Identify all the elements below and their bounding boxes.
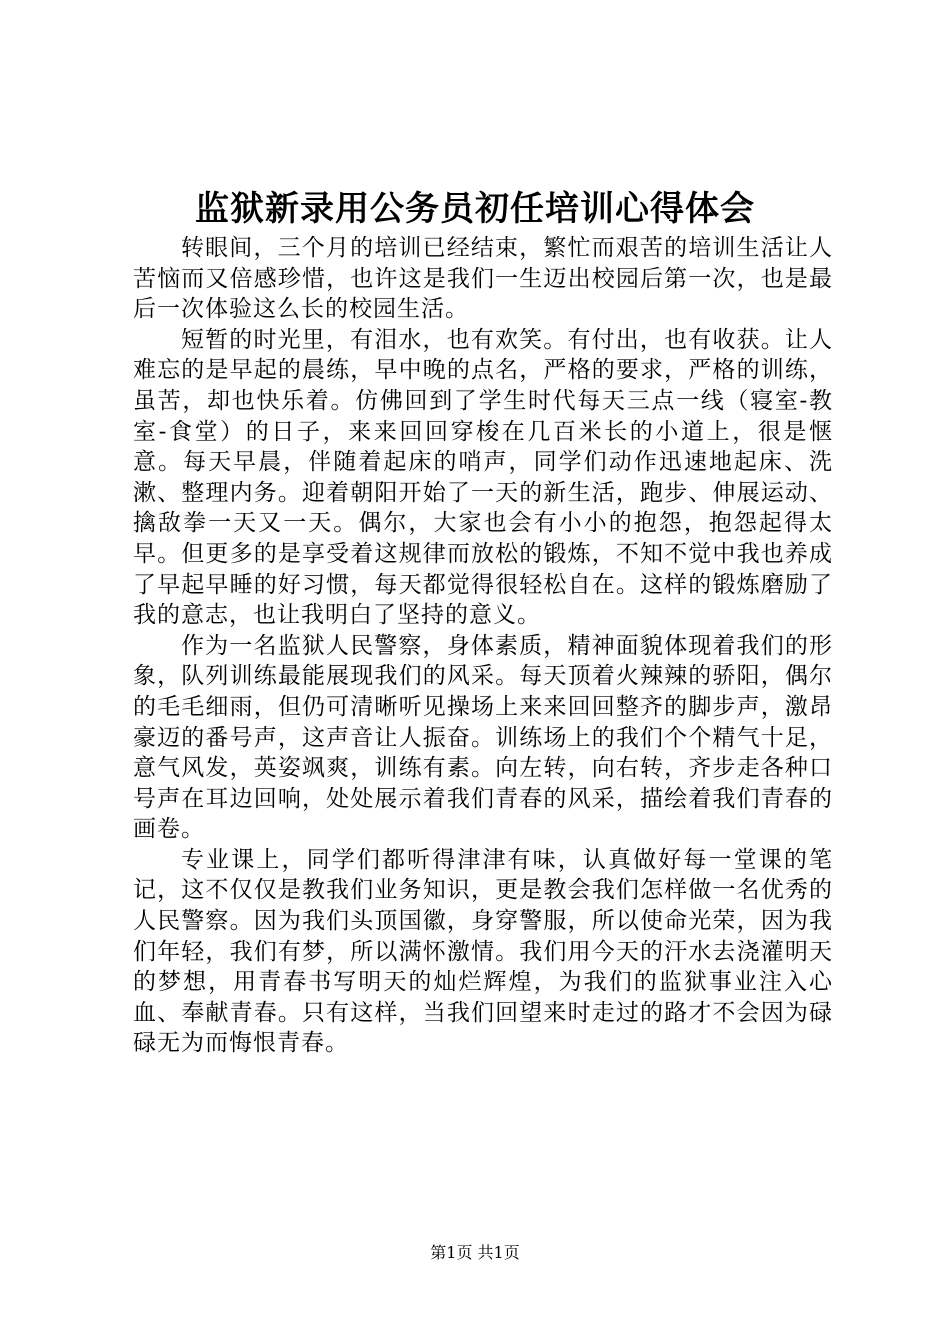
paragraph-4: 专业课上，同学们都听得津津有味，认真做好每一堂课的笔记，这不仅仅是教我们业务知识，更是教会我们怎样做一名优秀的人民警察。因为我们头顶国徽，身穿警服，所以使命光荣，因为我们年轻，我们有梦，所以满怀激情。我们用今天的汗水去浇灌明天的梦想，用青春书写明天的灿烂辉煌，为我们的监狱事业注入心血、奉献青春。只有这样，当我们回望来时走过的路才不会因为碌碌无为而悔恨青春。 [133,846,833,1057]
document-body [133,233,833,1059]
page-footer: 第1页 共1页 [430,1243,520,1262]
paragraph-3: 作为一名监狱人民警察，身体素质，精神面貌体现着我们的形象，队列训练最能展现我们的风采。每天顶着火辣辣的骄阳，偶尔的毛毛细雨，但仍可清晰听见操场上来来回回整齐的脚步声，激昂豪迈的番号声，这声音让人振奋。训练场上的我们个个精气十足，意气风发，英姿飒爽，训练有素。向左转，向右转，齐步走各种口号声在耳边回响，处处展示着我们青春的风采，描绘着我们青春的画卷。 [133,632,833,843]
document-title: 监狱新录用公务员初任培训心得体会 [195,189,755,229]
paragraph-2: 短暂的时光里，有泪水，也有欢笑。有付出，也有收获。让人难忘的是早起的晨练，早中晚的点名，严格的要求，严格的训练，虽苦，却也快乐着。仿佛回到了学生时代每天三点一线（寝室-教室-食堂）的日子，来来回回穿梭在几百米长的小道上，很是惬意。每天早晨，伴随着起床的哨声，同学们动作迅速地起床、洗漱、整理内务。迎着朝阳开始了一天的新生活，跑步、伸展运动、擒敌拳一天又一天。偶尔，大家也会有小小的抱怨，抱怨起得太早。但更多的是享受着这规律而放松的锻炼，不知不觉中我也养成了早起早睡的好习惯，每天都觉得很轻松自在。这样的锻炼磨励了我的意志，也让我明白了坚持的意义。 [133,326,833,629]
paragraph-1: 转眼间，三个月的培训已经结束，繁忙而艰苦的培训生活让人苦恼而又倍感珍惜，也许这是我们一生迈出校园后第一次，也是最后一次体验这么长的校园生活。 [133,235,833,323]
